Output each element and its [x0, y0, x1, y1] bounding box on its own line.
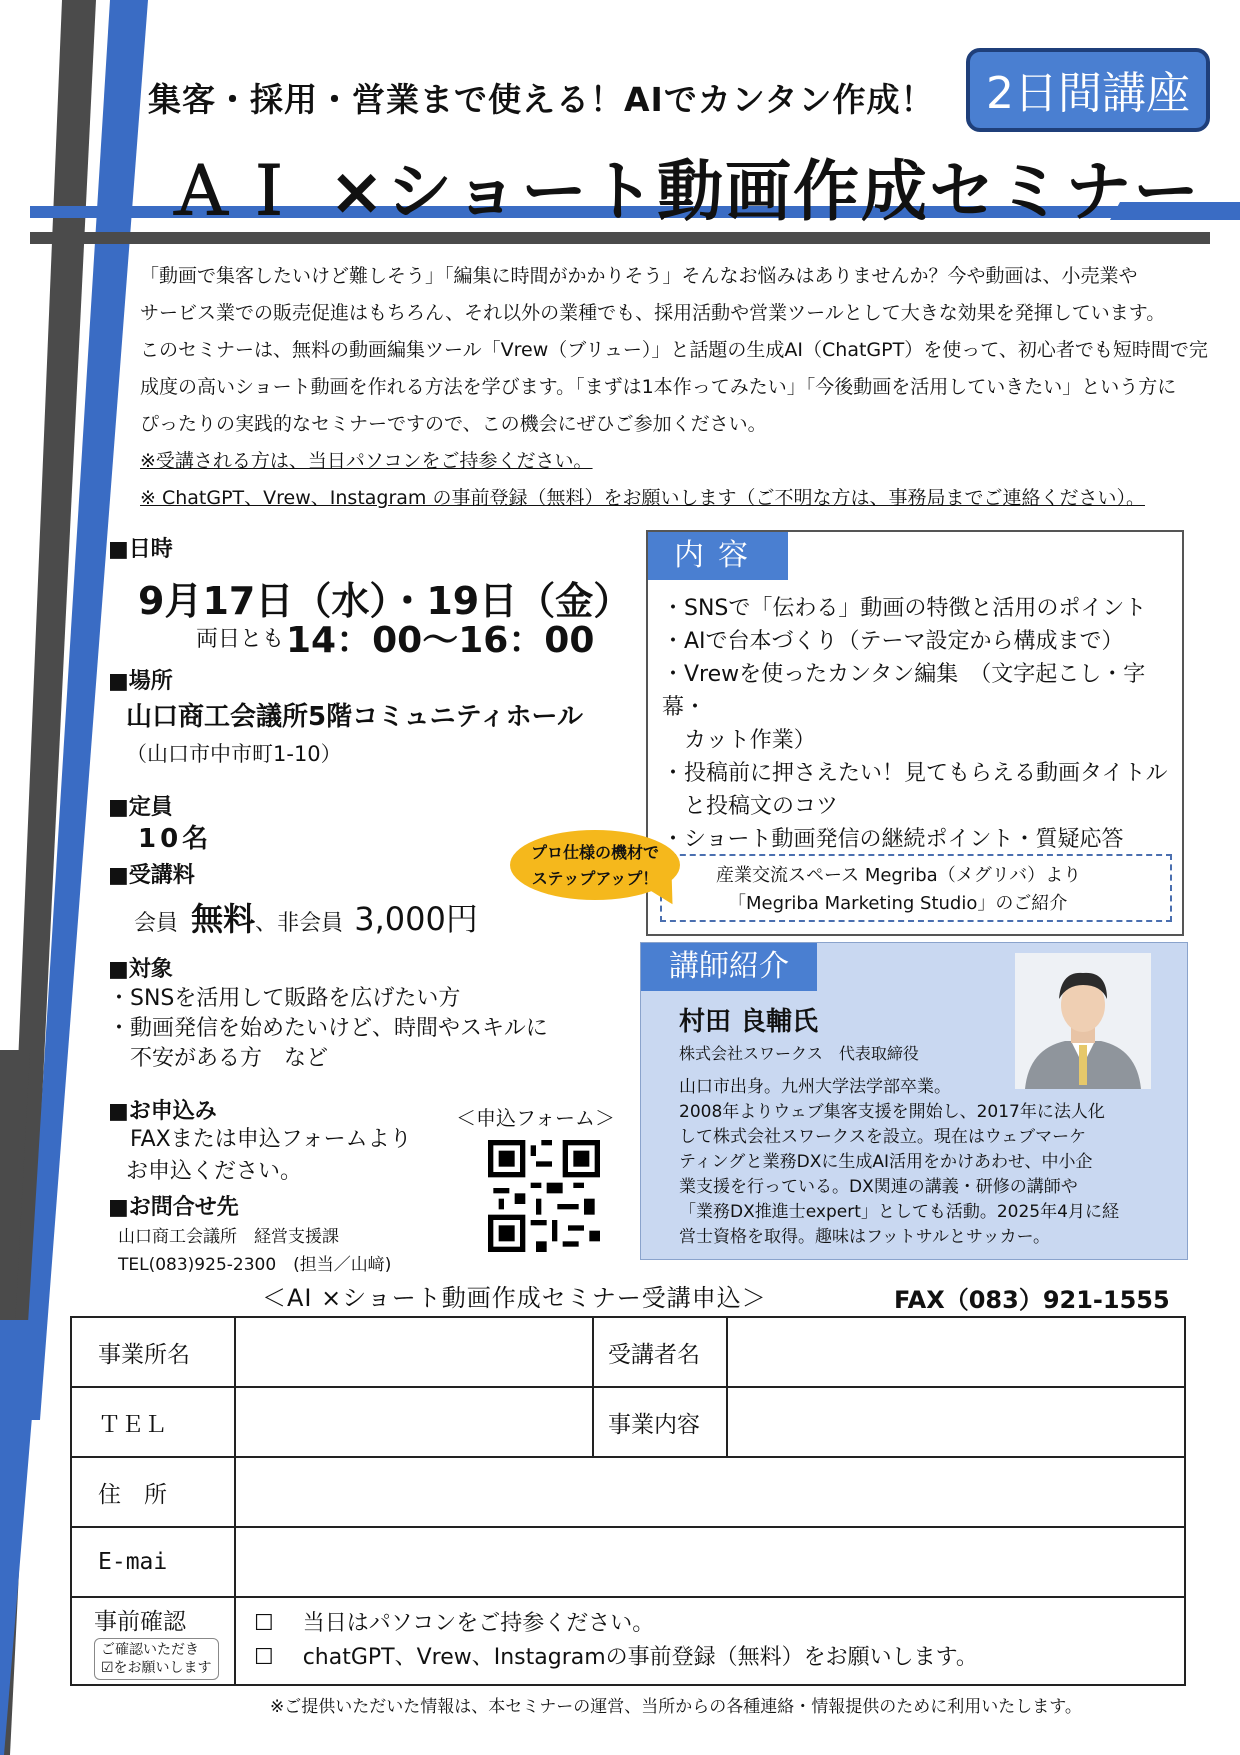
target-list — [108, 984, 548, 1074]
place-label: ■場所 — [108, 669, 173, 694]
bio-line: 営士資格を取得。趣味はフットサルとサッカー。 — [679, 1227, 1050, 1247]
privacy-note: ※ご提供いただいた情報は、本セミナーの運営、当所からの各種連絡・情報提供のために利用いたします。 — [270, 1697, 1082, 1717]
lecturer-panel — [640, 942, 1188, 1260]
promo-bubble — [510, 830, 680, 900]
fee-nonmember-label: 、非会員 — [255, 911, 344, 936]
page-title: ＡＩ ×ショート動画作成セミナー — [168, 153, 1201, 230]
megriba-box — [660, 854, 1172, 922]
fax-number: FAX（083）921-1555 — [894, 1286, 1170, 1314]
lecturer-title: 株式会社スワークス 代表取締役 — [679, 1044, 919, 1063]
address-label: 住 所 — [71, 1457, 235, 1527]
address-field[interactable] — [235, 1457, 1185, 1527]
apply-line: FAXまたは申込フォームより — [130, 1127, 412, 1152]
confirm-note-line: ☑をお願いします — [101, 1659, 212, 1676]
lecturer-name: 村田 良輔氏 — [679, 1007, 819, 1037]
bio-line: して株式会社スワークスを設立。現在はウェブマーケ — [679, 1127, 1087, 1147]
apply-label: ■お申込み — [108, 1099, 217, 1124]
confirm-cell — [71, 1597, 235, 1685]
intro-line: ぴったりの実践的なセミナーですので、この機会にぜひご参加ください。 — [140, 413, 767, 435]
confirm-label: 事前確認 — [94, 1608, 186, 1635]
target-item: ・動画発信を始めたいけど、時間やスキルに — [108, 1016, 548, 1041]
intro-line: 成度の高いショート動画を作れる方法を学びます。「まずは1本作ってみたい」「今後動画を活用していきたい」という方に — [140, 376, 1177, 398]
apply-line: お申込ください。 — [126, 1159, 303, 1184]
content-item: ・投稿前に押さえたい！見てもらえる動画タイトル — [662, 761, 1168, 786]
intro-text — [140, 258, 1208, 517]
intro-note-register: ※ ChatGPT、Vrew、Instagram の事前登録（無料）をお願いします（ご不明な方は、事務局までご連絡ください）。 — [140, 487, 1145, 509]
intro-line: サービス業での販売促進はもちろん、それ以外の業種でも、採用活動や営業ツールとして大きな効果を発揮しています。 — [140, 302, 1166, 324]
business-label: 事業内容 — [593, 1387, 727, 1457]
check-register[interactable]: ☐ chatGPT、Vrew、Instagramの事前登録（無料）をお願いします。 — [254, 1645, 978, 1670]
bio-line: 業支援を行っている。DX関連の講義・研修の講師や — [679, 1177, 1078, 1197]
target-item: 不安がある方 など — [108, 1046, 329, 1071]
contact-tel: TEL(083)925-2300 (担当／山﨑) — [118, 1255, 392, 1275]
time-value: 14：00〜16：00 — [286, 620, 595, 661]
content-item: と投稿文のコツ — [662, 794, 839, 819]
contact-label: ■お問合せ先 — [108, 1195, 239, 1220]
content-list — [662, 592, 1182, 856]
megriba-line: 産業交流スペース Megriba（メグリバ）より — [716, 865, 1082, 886]
header-subtitle: 集客・採用・営業まで使える！AIでカンタン作成！ — [148, 80, 935, 119]
tel-field[interactable] — [235, 1387, 593, 1457]
fee-nonmember-value: 3,000円 — [354, 900, 478, 938]
megriba-line: 「Megriba Marketing Studio」のご紹介 — [728, 893, 1068, 914]
content-item: ・ショート動画発信の継続ポイント・質疑応答 — [662, 827, 1124, 852]
duration-badge: 2日間講座 — [966, 48, 1210, 132]
content-item: ・AIで台本づくり（テーマ設定から構成まで） — [662, 629, 1124, 654]
fee-label: ■受講料 — [108, 863, 195, 888]
email-field[interactable] — [235, 1527, 1185, 1597]
bio-line: 2008年よりウェブ集客支援を開始し、2017年に法人化 — [679, 1102, 1105, 1122]
capacity-label: ■定員 — [108, 795, 173, 820]
form-heading: ＜AI ×ショート動画作成セミナー受講申込＞ — [262, 1284, 767, 1312]
application-form — [70, 1316, 1186, 1686]
time-prefix: 両日とも — [196, 627, 285, 652]
qr-code-image[interactable] — [488, 1140, 600, 1252]
target-item: ・SNSを活用して販路を広げたい方 — [108, 986, 461, 1011]
intro-note-pc: ※受講される方は、当日パソコンをご持参ください。 — [140, 450, 593, 472]
confirm-note-line: ご確認いただき — [101, 1641, 199, 1658]
lecturer-photo — [1015, 953, 1151, 1089]
bio-line: ティングと業務DXに生成AI活用をかけあわせ、中小企 — [679, 1152, 1093, 1172]
content-item: ・Vrewを使ったカンタン編集 （文字起こし・字幕・ — [662, 662, 1146, 720]
lecturer-bio — [679, 1075, 1119, 1250]
attendee-label: 受講者名 — [593, 1317, 727, 1387]
company-label: 事業所名 — [71, 1317, 235, 1387]
confirm-checks — [235, 1597, 1185, 1685]
contact-org: 山口商工会議所 経営支援課 — [118, 1227, 339, 1247]
place-value: 山口商工会議所5階コミュニティホール — [126, 702, 583, 732]
company-field[interactable] — [235, 1317, 593, 1387]
lecturer-heading: 講師紹介 — [641, 943, 817, 991]
fee-member-value: 無料 — [191, 900, 256, 938]
intro-line: このセミナーは、無料の動画編集ツール「Vrew（ブリュー）」と話題の生成AI（ChatGPT）を使って、初心者でも短時間で完 — [140, 339, 1208, 361]
content-item: カット作業） — [662, 728, 816, 753]
intro-line: 「動画で集客したいけど難しそう」「編集に時間がかかりそう」そんなお悩みはありませんか？今や動画は、小売業や — [140, 265, 1138, 287]
place-address: （山口市中市町1-10） — [126, 742, 342, 766]
fee-member-label: 会員 — [134, 911, 179, 936]
confirm-note — [94, 1638, 219, 1680]
check-pc[interactable]: ☐ 当日はパソコンをご持参ください。 — [254, 1611, 655, 1636]
business-field[interactable] — [727, 1387, 1185, 1457]
date-label: ■日時 — [108, 537, 173, 562]
qr-label: ＜申込フォーム＞ — [456, 1106, 615, 1130]
fee-line — [134, 894, 478, 940]
bubble-line: ステップアップ！ — [531, 869, 659, 888]
content-heading: 内容 — [648, 532, 788, 580]
date-value: 9月17日（水）・19日（金） — [138, 579, 632, 623]
bubble-line: プロ仕様の機材で — [530, 843, 659, 862]
email-label: E-mai — [71, 1527, 235, 1597]
capacity-value: 10名 — [138, 824, 213, 854]
content-item: ・SNSで「伝わる」動画の特徴と活用のポイント — [662, 596, 1147, 621]
attendee-field[interactable] — [727, 1317, 1185, 1387]
bio-line: 山口市出身。九州大学法学部卒業。 — [679, 1077, 951, 1097]
apply-text — [126, 1124, 412, 1188]
content-panel — [646, 530, 1184, 936]
target-label: ■対象 — [108, 957, 173, 982]
bio-line: 「業務DX推進士expert」としても活動。2025年4月に経 — [679, 1202, 1119, 1222]
tel-label: ＴＥＬ — [71, 1387, 235, 1457]
